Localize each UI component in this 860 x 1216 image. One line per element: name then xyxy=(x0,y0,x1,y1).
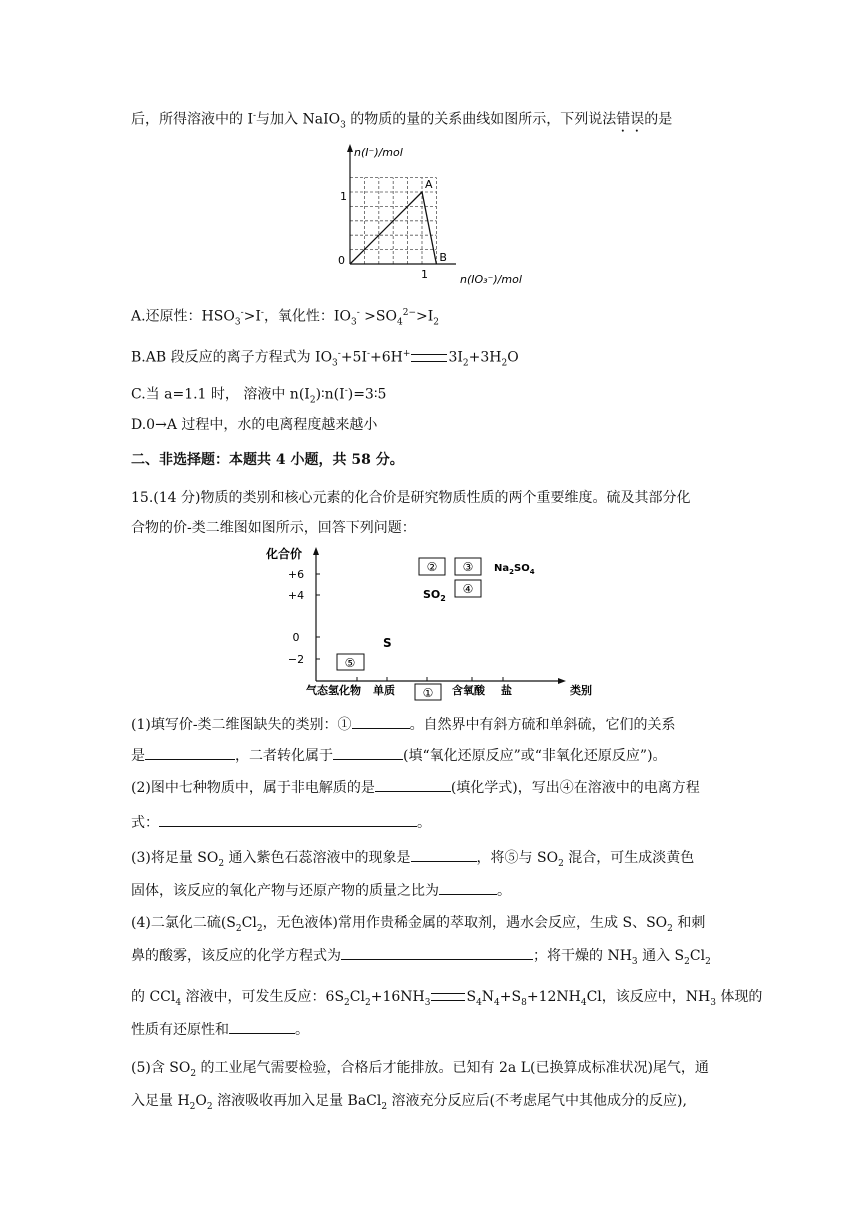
part-4-line2: 鼻的酸雾，该反应的化学方程式为 ；将干燥的 $NH_3$ 通入 $S_2Cl_2$ xyxy=(131,945,711,972)
part-5-line2: 入足量 $H_2O_2$ 溶液吸收再加入足量 BaCl$_2$ 溶液充分反应后(不考虑尾气中其他成分的反应), xyxy=(131,1093,687,1112)
sulfur-label: S xyxy=(383,636,392,650)
point-a-label: A xyxy=(425,178,433,191)
option-b: B.AB 段反应的离子方程式为 $IO_3^-+5I^-+6H^+$ $3I_2+3H_2O$ xyxy=(131,349,519,369)
y-axis-label: 化合价 xyxy=(266,547,303,561)
answer-blank-6[interactable] xyxy=(411,847,477,862)
answer-blank-9[interactable] xyxy=(229,1019,295,1034)
emphasis-text: 错误 xyxy=(616,111,645,128)
part-4-line4: 性质有还原性和 。 xyxy=(131,1019,309,1040)
y-tick-0: 0 xyxy=(292,631,300,644)
part-3-line1: (3)将足量 $SO_2$ 通入紫色石蕊溶液中的现象是 ，将⑤与 $SO_2$ 混合，可生成淡黄色 xyxy=(131,847,694,874)
box-3-label: ③ xyxy=(462,560,474,574)
y-tick-marks xyxy=(316,574,320,659)
answer-blank-2[interactable] xyxy=(145,745,235,760)
point-b-label: B xyxy=(439,251,447,264)
so2-label: $SO_2$ xyxy=(423,588,446,603)
part-2-line2: 式： 。 xyxy=(131,812,431,833)
x-axis-label: n(IO₃⁻)/mol xyxy=(460,273,522,286)
section-title: 二、非选择题：本题共 4 小题，共 58 分。 xyxy=(131,452,404,468)
origin-label: 0 xyxy=(338,254,345,267)
category-oxyacid: 含氧酸 xyxy=(452,684,485,697)
q15-line1: 15.(14 分)物质的类别和核心元素的化合价是研究物质性质的两个重要维度。硫及其部分化 xyxy=(131,490,691,506)
x-axis-label: 类别 xyxy=(570,684,592,697)
y-tick-minus2: −2 xyxy=(287,653,305,666)
part-1-line2: 是 ，二者转化属于 (填“氧化还原反应”或“非氧化还原反应”)。 xyxy=(131,745,667,766)
option-a: A.还原性：$HSO_3^->I^-$，氧化性：$IO_3^- >SO_4^{2-}>I_2$ xyxy=(131,308,439,328)
y-axis-arrow xyxy=(347,144,353,152)
y-axis-label: n(I⁻)/mol xyxy=(354,146,403,159)
box-1-label: ① xyxy=(422,686,434,700)
question-intro: 后，所得溶液中的 I-与加入 NaIO$_3$ 的物质的量的关系曲线如图所示，下列说法错误的是 xyxy=(131,111,673,131)
category-element: 单质 xyxy=(373,684,395,697)
box-2-label: ② xyxy=(426,560,438,574)
box-5-label: ⑤ xyxy=(344,656,356,670)
x-tick-1: 1 xyxy=(421,268,428,281)
answer-blank-5[interactable] xyxy=(159,812,417,827)
y-axis-arrow xyxy=(313,547,319,555)
equals-sign xyxy=(411,354,447,362)
y-tick-plus4: +4 xyxy=(287,589,305,602)
iodide-graph xyxy=(330,142,540,292)
category-salt: 盐 xyxy=(501,684,512,697)
y-tick-1: 1 xyxy=(340,190,347,203)
y-tick-plus6: +6 xyxy=(287,568,305,581)
na2so4-label: $Na_2SO_4$ xyxy=(494,563,535,576)
part-1-line1: (1)填写价-类二维图缺失的类别：① 。自然界中有斜方硫和单斜硫，它们的关系 xyxy=(131,714,676,735)
answer-blank-7[interactable] xyxy=(439,880,497,895)
box-4-label: ④ xyxy=(462,582,474,596)
part-2-line1: (2)图中七种物质中，属于非电解质的是 (填化学式)，写出④在溶液中的电离方程 xyxy=(131,777,700,798)
option-d: D.0→A 过程中，水的电离程度越来越小 xyxy=(131,417,378,433)
part-5-line1: (5)含 $SO_2$ 的工业尾气需要检验，合格后才能排放。已知有 2a L(已换算成标准状况)尾气，通 xyxy=(131,1060,709,1079)
answer-blank-4[interactable] xyxy=(375,777,451,792)
option-c: C.当 a=1.1 时， 溶液中 $n(I_2)∶n(I^-)=3∶5$ xyxy=(131,386,387,406)
category-hydride: 气态氢化物 xyxy=(306,684,361,697)
valence-class-graph xyxy=(260,543,620,705)
part-4-line3: 的 CCl$_4$ 溶液中，可发生反应：$6S_2Cl_2+16NH_3$ $S_4N_4+S_8+12NH_4Cl$，该反应中，$NH_3$ 体现的 xyxy=(131,989,763,1008)
x-axis-arrow xyxy=(558,678,566,684)
q15-line2: 合物的价-类二维图如图所示，回答下列问题： xyxy=(131,520,416,536)
answer-blank-8[interactable] xyxy=(341,945,533,960)
equals-sign xyxy=(431,993,465,1001)
answer-blank-3[interactable] xyxy=(333,745,403,760)
part-3-line2: 固体，该反应的氧化产物与还原产物的质量之比为 。 xyxy=(131,880,511,901)
part-4-line1: (4)二氯化二硫($S_2Cl_2$，无色液体)常用作贵稀金属的萃取剂，遇水会反应，生成 S、$SO_2$ 和刺 xyxy=(131,915,706,934)
answer-blank-1[interactable] xyxy=(352,714,410,729)
